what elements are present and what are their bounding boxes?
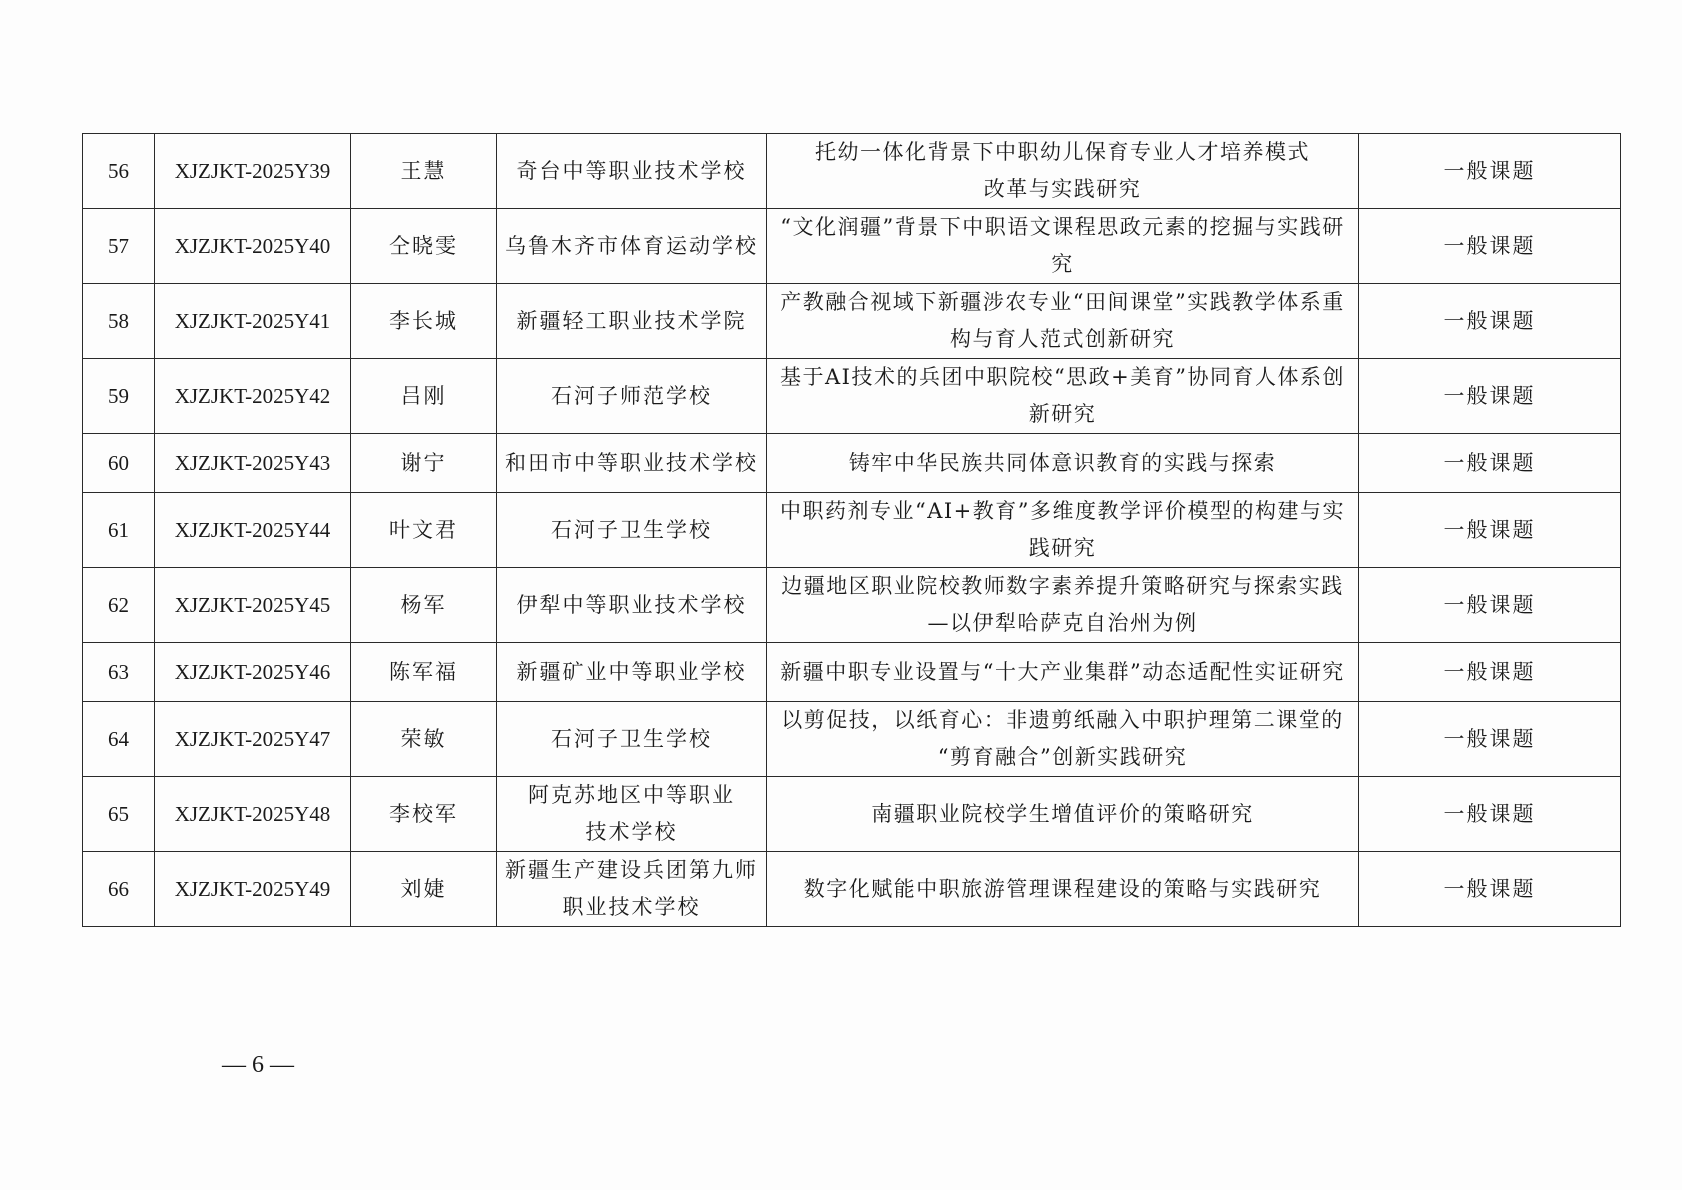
principal-name: 叶文君 — [351, 493, 497, 568]
school-name — [497, 434, 767, 493]
project-title-line: “剪育融合”创新实践研究 — [937, 745, 1188, 769]
school-name-line: 职业技术学校 — [562, 895, 701, 919]
principal-name: 荣敏 — [351, 702, 497, 777]
project-level: 一般课题 — [1359, 284, 1621, 359]
project-code: XJZJKT-2025Y48 — [155, 777, 351, 852]
school-name-line: 阿克苏地区中等职业 — [528, 783, 735, 807]
project-code: XJZJKT-2025Y43 — [155, 434, 351, 493]
table-row — [83, 284, 1621, 359]
project-title — [767, 777, 1359, 852]
school-name — [497, 284, 767, 359]
project-level: 一般课题 — [1359, 777, 1621, 852]
project-code: XJZJKT-2025Y47 — [155, 702, 351, 777]
principal-name: 仝晓雯 — [351, 209, 497, 284]
project-title-line: 基于AI技术的兵团中职院校“思政+美育”协同育人体系创 — [779, 365, 1346, 389]
school-name-line: 石河子卫生学校 — [551, 517, 712, 542]
table-row — [83, 568, 1621, 643]
school-name — [497, 643, 767, 702]
table-row — [83, 434, 1621, 493]
project-level: 一般课题 — [1359, 209, 1621, 284]
row-number: 60 — [83, 434, 155, 493]
table-row — [83, 493, 1621, 568]
project-code: XJZJKT-2025Y42 — [155, 359, 351, 434]
project-table — [82, 133, 1621, 927]
project-title — [767, 434, 1359, 493]
project-level: 一般课题 — [1359, 702, 1621, 777]
row-number: 57 — [83, 209, 155, 284]
principal-name: 谢宁 — [351, 434, 497, 493]
principal-name: 陈军福 — [351, 643, 497, 702]
row-number: 61 — [83, 493, 155, 568]
table-row — [83, 777, 1621, 852]
principal-name: 刘婕 — [351, 852, 497, 927]
project-title — [767, 209, 1359, 284]
school-name — [497, 209, 767, 284]
school-name-line: 新疆矿业中等职业学校 — [516, 659, 747, 684]
project-title — [767, 493, 1359, 568]
school-name — [497, 777, 767, 852]
project-level: 一般课题 — [1359, 434, 1621, 493]
principal-name: 李长城 — [351, 284, 497, 359]
project-title-line: 中职药剂专业“AI+教育”多维度教学评价模型的构建与实 — [779, 499, 1346, 523]
project-level: 一般课题 — [1359, 493, 1621, 568]
school-name-line: 技术学校 — [585, 820, 678, 844]
school-name-line: 石河子师范学校 — [551, 383, 712, 408]
project-level: 一般课题 — [1359, 643, 1621, 702]
project-title-line: 以剪促技，以纸育心：非遗剪纸融入中职护理第二课堂的 — [781, 708, 1344, 732]
project-code: XJZJKT-2025Y45 — [155, 568, 351, 643]
project-code: XJZJKT-2025Y49 — [155, 852, 351, 927]
school-name — [497, 493, 767, 568]
principal-name: 王慧 — [351, 134, 497, 209]
table-row — [83, 209, 1621, 284]
school-name-line: 和田市中等职业技术学校 — [505, 450, 758, 475]
principal-name: 吕刚 — [351, 359, 497, 434]
project-title — [767, 852, 1359, 927]
row-number: 66 — [83, 852, 155, 927]
school-name — [497, 702, 767, 777]
project-title — [767, 134, 1359, 209]
project-title-line: 托幼一体化背景下中职幼儿保育专业人才培养模式 — [815, 140, 1310, 164]
table-body — [83, 134, 1621, 927]
school-name — [497, 359, 767, 434]
project-title-line: 新疆中职专业设置与“十大产业集群”动态适配性实证研究 — [780, 659, 1345, 684]
project-title-line: 产教融合视域下新疆涉农专业“田间课堂”实践教学体系重 — [780, 290, 1345, 314]
school-name — [497, 134, 767, 209]
project-title — [767, 568, 1359, 643]
project-title — [767, 284, 1359, 359]
project-title — [767, 702, 1359, 777]
project-title — [767, 359, 1359, 434]
project-title-line: 数字化赋能中职旅游管理课程建设的策略与实践研究 — [803, 876, 1322, 901]
row-number: 65 — [83, 777, 155, 852]
school-name-line: 伊犁中等职业技术学校 — [516, 592, 747, 617]
project-level: 一般课题 — [1359, 568, 1621, 643]
school-name — [497, 852, 767, 927]
project-title-line: 边疆地区职业院校教师数字素养提升策略研究与探索实践 — [781, 574, 1344, 598]
project-title-line: 践研究 — [1028, 536, 1097, 560]
project-title-line: 铸牢中华民族共同体意识教育的实践与探索 — [848, 450, 1277, 475]
project-code: XJZJKT-2025Y46 — [155, 643, 351, 702]
project-title-line: 构与育人范式创新研究 — [950, 327, 1175, 351]
row-number: 58 — [83, 284, 155, 359]
school-name-line: 乌鲁木齐市体育运动学校 — [505, 233, 758, 258]
table-row — [83, 643, 1621, 702]
project-title-line: —以伊犁哈萨克自治州为例 — [927, 611, 1198, 635]
school-name-line: 石河子卫生学校 — [551, 726, 712, 751]
table-row — [83, 852, 1621, 927]
page-number: — 6 — — [222, 1052, 294, 1078]
row-number: 59 — [83, 359, 155, 434]
project-title-line: 改革与实践研究 — [983, 177, 1142, 201]
project-level: 一般课题 — [1359, 359, 1621, 434]
row-number: 63 — [83, 643, 155, 702]
table-row — [83, 359, 1621, 434]
project-title — [767, 643, 1359, 702]
table-row — [83, 702, 1621, 777]
project-title-line: 新研究 — [1028, 402, 1097, 426]
project-level: 一般课题 — [1359, 852, 1621, 927]
project-title-line: 南疆职业院校学生增值评价的策略研究 — [871, 801, 1254, 826]
table-row — [83, 134, 1621, 209]
project-code: XJZJKT-2025Y40 — [155, 209, 351, 284]
project-code: XJZJKT-2025Y39 — [155, 134, 351, 209]
school-name-line: 奇台中等职业技术学校 — [516, 158, 747, 183]
row-number: 56 — [83, 134, 155, 209]
project-title-line: “文化润疆”背景下中职语文课程思政元素的挖掘与实践研究 — [780, 215, 1345, 276]
school-name — [497, 568, 767, 643]
row-number: 64 — [83, 702, 155, 777]
row-number: 62 — [83, 568, 155, 643]
project-code: XJZJKT-2025Y41 — [155, 284, 351, 359]
principal-name: 杨军 — [351, 568, 497, 643]
principal-name: 李校军 — [351, 777, 497, 852]
project-level: 一般课题 — [1359, 134, 1621, 209]
project-code: XJZJKT-2025Y44 — [155, 493, 351, 568]
school-name-line: 新疆生产建设兵团第九师 — [505, 858, 758, 882]
school-name-line: 新疆轻工职业技术学院 — [516, 308, 747, 333]
